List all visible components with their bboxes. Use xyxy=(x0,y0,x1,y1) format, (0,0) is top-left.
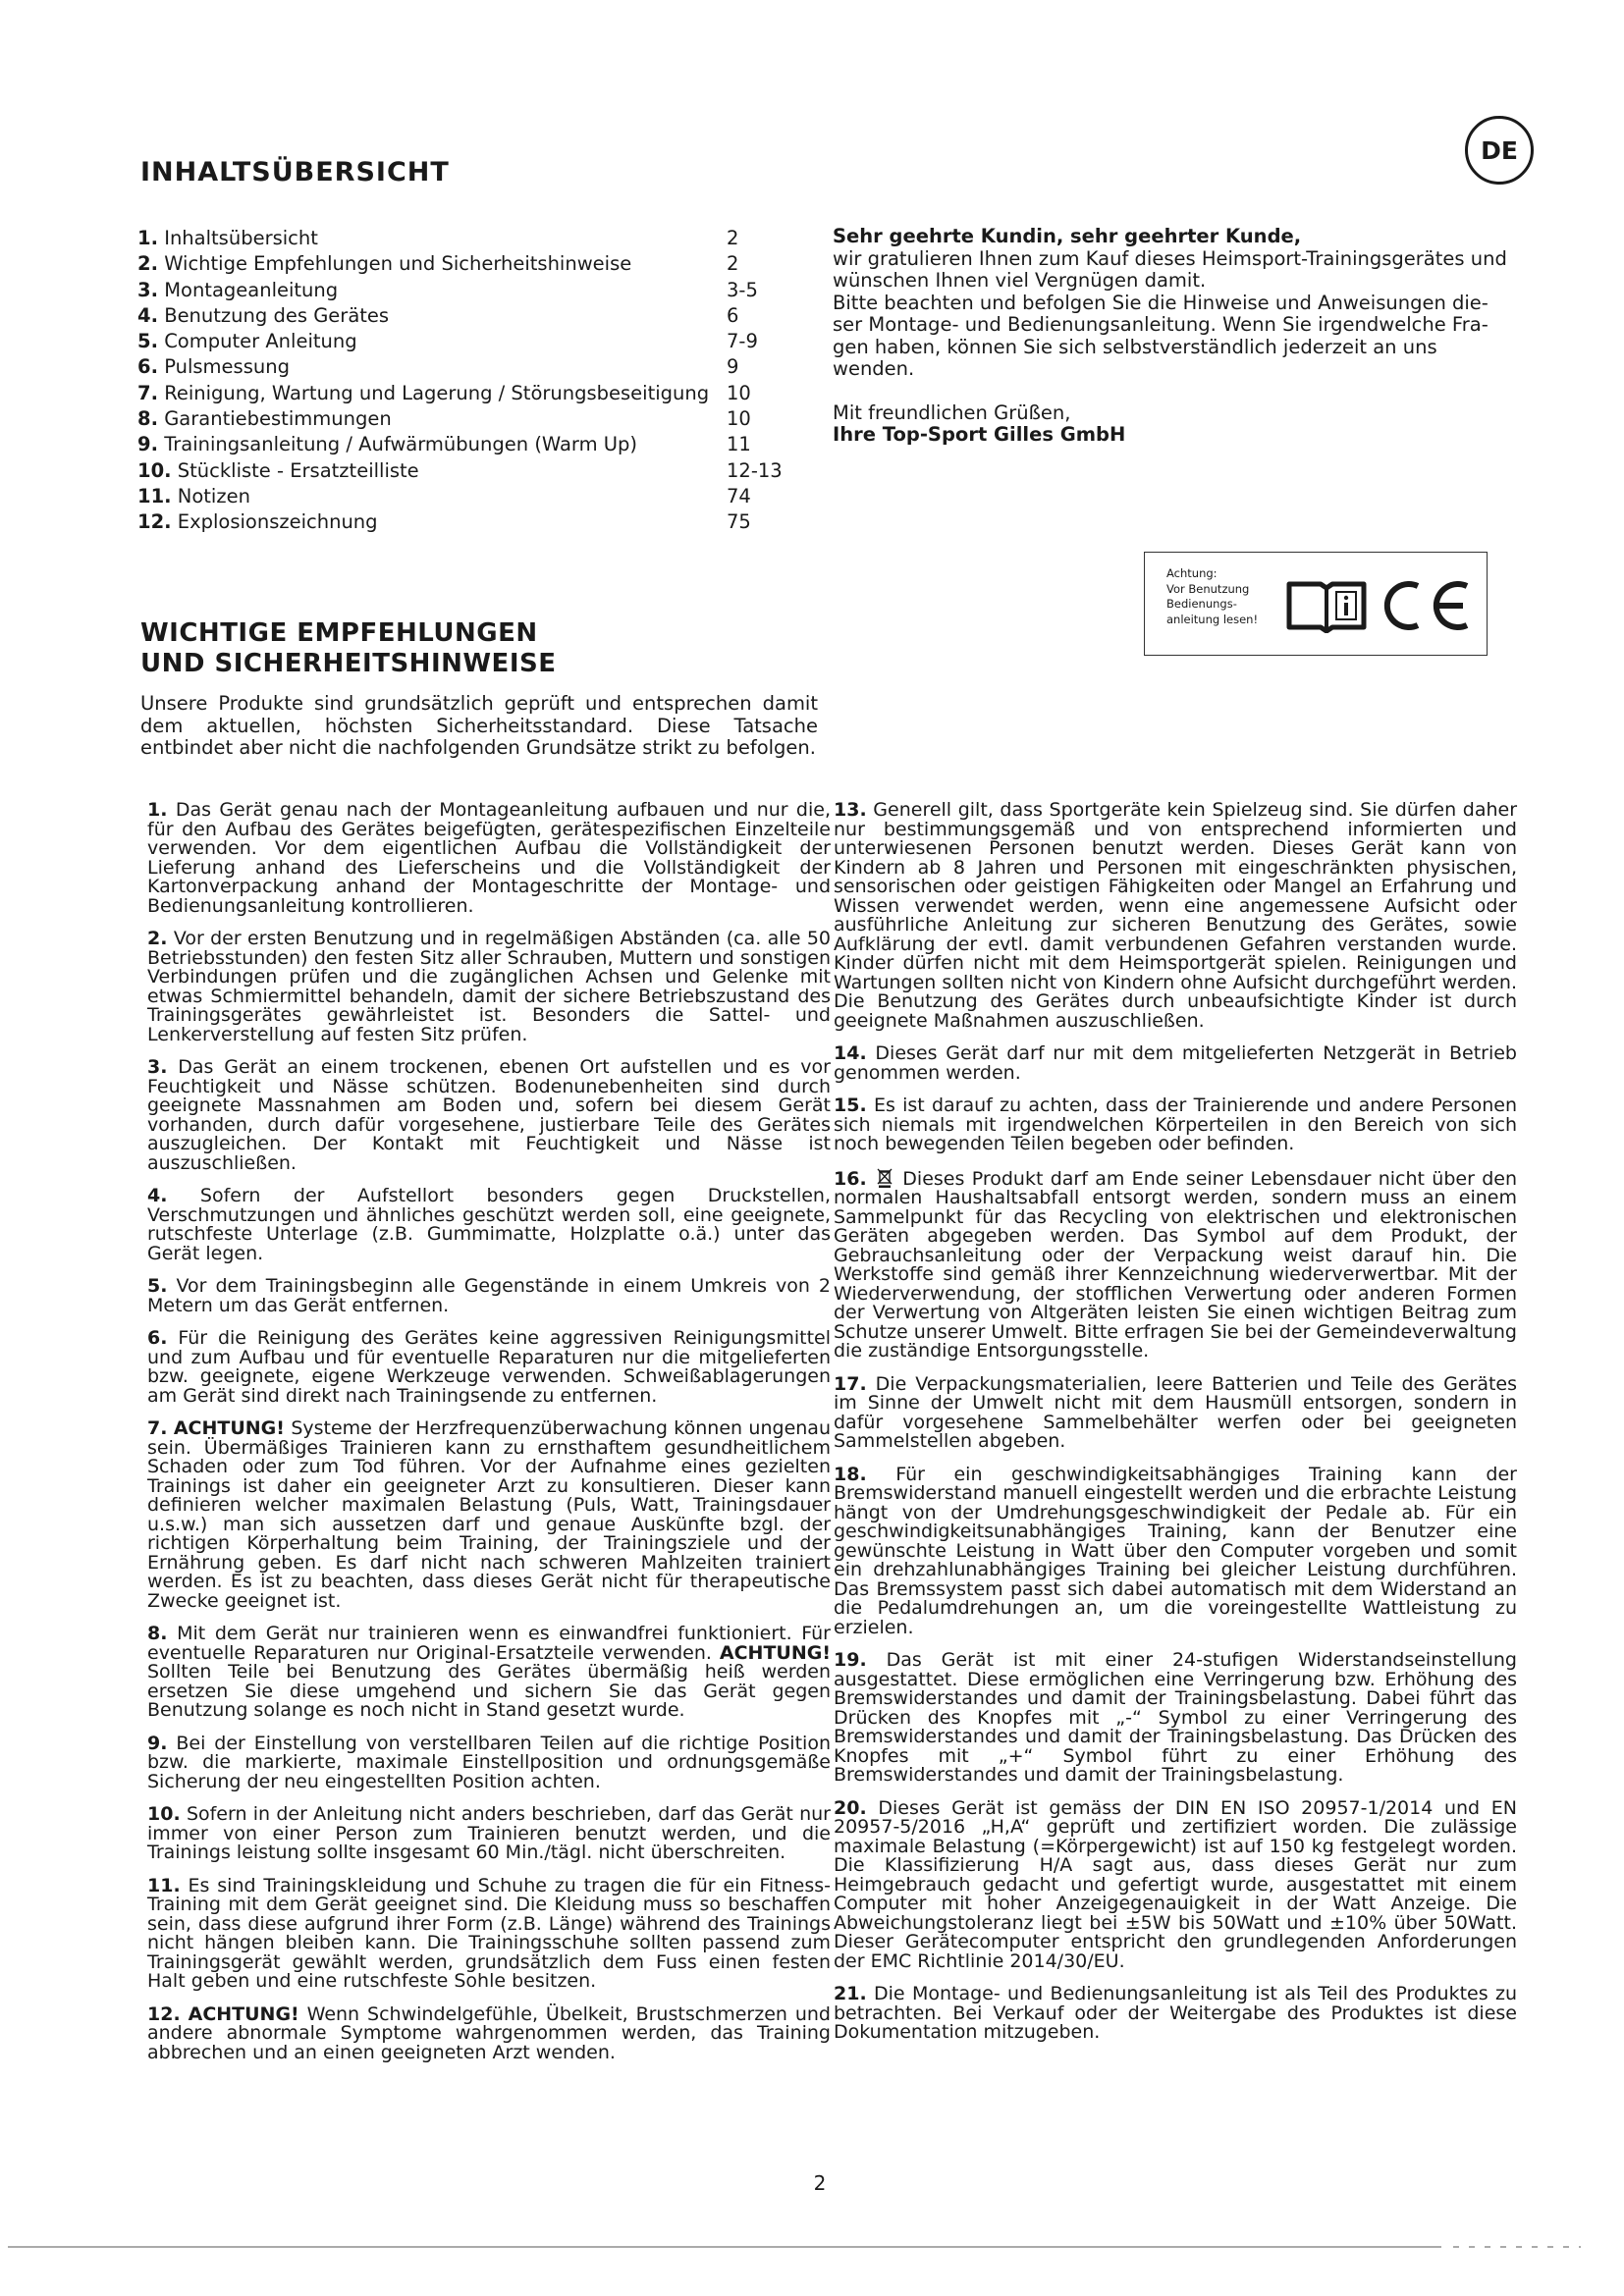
safety-section-title xyxy=(140,618,556,679)
safety-item-number: 7. xyxy=(147,1417,168,1439)
toc-entry-label: Reinigung, Wartung und Lagerung / Störungsbeseitigung xyxy=(164,381,710,404)
toc-entry-page: 6 xyxy=(727,303,739,327)
safety-item-number: 14. xyxy=(834,1042,867,1064)
safety-item xyxy=(834,1463,1517,1638)
safety-item-number: 1. xyxy=(147,799,168,821)
toc-entry-number: 1. xyxy=(137,227,158,249)
toc-entry-number: 6. xyxy=(137,355,158,379)
toc-entry xyxy=(137,432,785,457)
safety-item xyxy=(834,1651,1517,1786)
warning-line: Achtung: xyxy=(1166,566,1218,580)
safety-item xyxy=(834,1985,1517,2043)
safety-item-number: 16. xyxy=(834,1167,867,1190)
greeting-line: gen haben, können Sie sich selbstverständlich jederzeit an uns wenden. xyxy=(833,335,1437,380)
toc-entry xyxy=(137,458,785,484)
safety-item xyxy=(834,1796,1517,1972)
greeting-line: Bitte beachten und befolgen Sie die Hinweise und Anweisungen die- xyxy=(833,291,1489,314)
toc-entry-label: Stückliste - Ersatzteilliste xyxy=(177,458,419,482)
toc-entry-page: 2 xyxy=(727,227,739,249)
safety-item-number: 12. xyxy=(147,2002,181,2025)
safety-title-line: WICHTIGE EMPFEHLUNGEN xyxy=(140,618,538,648)
toc-entry xyxy=(137,354,785,380)
toc-entry-page: 7-9 xyxy=(727,330,758,353)
safety-item xyxy=(147,1058,831,1173)
safety-item-number: 10. xyxy=(147,1803,181,1825)
toc-entry-label: Inhaltsübersicht xyxy=(164,227,318,249)
safety-item-text: Mit dem Gerät nur trainieren wenn es einwandfrei funktioniert. Für eventuelle Reparaturen nur Original-Ersatzteile verwenden. xyxy=(147,1623,831,1664)
safety-item-text: Systeme der Herzfrequenzüberwachung können ungenau sein. Übermäßiges Trainieren kann zu ernsthaftem gesundheitlichem Schaden oder zum Tod führen. Vor der Aufnahme eines gezielten Trainings ist daher ein geeigneter Arzt zu konsultieren. Dieser kann definieren welcher maximalen Belastung (Puls, Watt, Trainingsdauer u.s.w.) man sich aussetzen darf und genaue Auskünfte bzgl. der richtigen Körperhaltung beim Training, der Trainingsziele und der Ernährung geben. Es darf nicht nach schweren Mahlzeiten trainiert werden. Es ist zu beachten, dass dieses Gerät nicht für therapeutische Zwecke geeignet ist. xyxy=(147,1417,831,1612)
toc-entry-number: 9. xyxy=(137,433,158,456)
toc-entry-page: 3-5 xyxy=(727,278,758,301)
safety-item-number: 19. xyxy=(834,1649,867,1671)
toc-entry-label: Wichtige Empfehlungen und Sicherheitshinweise xyxy=(164,252,632,276)
safety-item xyxy=(834,1168,1517,1362)
safety-item-number: 15. xyxy=(834,1095,867,1116)
safety-item-text: Vor dem Trainingsbeginn alle Gegenstände in einem Umkreis von 2 Metern um das Gerät entfernen. xyxy=(147,1275,832,1316)
toc-entry-label: Explosionszeichnung xyxy=(177,510,378,534)
safety-item-warning: ACHTUNG! xyxy=(173,1417,285,1439)
safety-item-number: 17. xyxy=(834,1372,867,1395)
safety-item-number: 21. xyxy=(834,1983,867,2004)
greeting-signature: Ihre Top-Sport Gilles GmbH xyxy=(833,423,1126,446)
read-manual-warning-box xyxy=(1144,552,1488,656)
greeting-closing: Mit freundlichen Grüßen, xyxy=(833,400,1071,424)
safety-item-text: Dieses Gerät darf nur mit dem mitgelieferten Netzgerät in Betrieb genommen werden. xyxy=(834,1042,1517,1084)
safety-item xyxy=(834,801,1517,1031)
safety-item-text: Bei der Einstellung von verstellbaren Teilen auf die richtige Position bzw. die markierte, maximale Einstellposition und ordnungsgemäße Sicherung der neu eingestellten Position achten. xyxy=(147,1732,831,1792)
safety-item-number: 8. xyxy=(147,1623,168,1644)
toc-entry xyxy=(137,509,785,535)
toc-entry-label: Notizen xyxy=(177,484,250,507)
toc-entry-page: 2 xyxy=(727,252,739,276)
safety-item-text: Sofern in der Anleitung nicht anders beschrieben, darf das Gerät nur immer von einer Person zum Trainieren benutzt werden, und die Trainings leistung sollte insgesamt 60 Min./tägl. nicht überschreiten. xyxy=(147,1803,831,1863)
footer-dashes xyxy=(1453,2246,1581,2248)
language-badge: DE xyxy=(1465,116,1534,185)
safety-item-text: Das Gerät genau nach der Montageanleitung aufbauen und nur die, für den Aufbau des Gerätes beigefügten, gerätespezifischen Einzelteile verwenden. Vor dem eigentlichen Aufbau die Vollständigkeit der Lieferung anhand des Lieferscheins und die Vollständigkeit der Kartonverpackung anhand der Montageschritte der Montage- und Bedienungsanleitung kontrollieren. xyxy=(147,799,831,917)
safety-item-text: Wenn Schwindelgefühle, Übelkeit, Brustschmerzen und andere abnormale Symptome wahrgenommen werden, das Training abbrechen und an einen geeigneten Arzt wenden. xyxy=(147,2002,831,2063)
manual-book-icon xyxy=(1285,576,1368,633)
greeting-line: wir gratulieren Ihnen zum Kauf dieses Heimsport-Trainingsgerätes und xyxy=(833,246,1507,270)
safety-item-text: Dieses Produkt darf am Ende seiner Lebensdauer nicht über den normalen Haushaltsabfall entsorgt werden, sondern muss an einem Sammelpunkt für das Recycling von elektrischen und elektronischen Geräten abgegeben werden. Das Symbol auf dem Produkt, der Gebrauchsanleitung oder der Verpackung weist darauf hin. Die Werkstoffe sind gemäß ihrer Kennzeichnung wiederverwertbar. Mit der Wiederverwendung, der stofflichen Verwertung oder anderen Formen der Verwertung von Altgeräten leisten Sie einen wichtigen Beitrag zum Schutze unserer Umwelt. Bitte erfragen Sie bei der Gemeindeverwaltung die zuständige Entsorgungsstelle. xyxy=(834,1167,1517,1362)
safety-item xyxy=(147,930,831,1044)
safety-item xyxy=(147,1732,831,1792)
toc-entry-label: Computer Anleitung xyxy=(164,330,357,353)
safety-item-number: 20. xyxy=(834,1796,867,1819)
toc-entry-number: 10. xyxy=(137,458,172,482)
safety-item xyxy=(147,1187,831,1263)
safety-item-text: Es sind Trainingskleidung und Schuhe zu tragen die für ein Fitness-Training mit dem Gerät geeignet sind. Die Kleidung muss so beschaffen sein, dass diese aufgrund ihrer Form (z.B. Länge) während des Trainings nicht hängen bleiben kann. Die Trainingsschuhe sollten passend zum Trainingsgerät gewählt werden, grundsätzlich dem Fuss einen festen Halt geben und eine rutschfeste Sohle besitzen. xyxy=(147,1874,831,1992)
safety-item-text: Sofern der Aufstellort besonders gegen Druckstellen, Verschmutzungen und ähnliches geschützt werden soll, eine geeignete, rutschfeste Unterlage (z.B. Gummimatte, Holzplatte o.ä.) unter das Gerät legen. xyxy=(147,1185,832,1264)
safety-item-text: Vor der ersten Benutzung und in regelmäßigen Abständen (ca. alle 50 Betriebsstunden) den festen Sitz aller Schrauben, Muttern und sonstigen Verbindungen prüfen und die zugänglichen Achsen und Gelenke mit etwas Schmiermittel behandeln, damit der sichere Betriebszustand des Trainingsgerätes gewährleistet ist. Besonders die Sattel- und Lenkerverstellung auf festen Sitz prüfen. xyxy=(147,928,831,1045)
page-number: 2 xyxy=(813,2171,827,2195)
safety-item-number: 13. xyxy=(834,799,867,821)
safety-item xyxy=(147,1277,831,1315)
warning-line: Vor Benutzung xyxy=(1166,581,1250,596)
toc-entry-label: Pulsmessung xyxy=(164,355,290,379)
safety-item xyxy=(147,1805,831,1863)
warning-text xyxy=(1166,566,1274,627)
toc-entry-page: 10 xyxy=(727,407,751,431)
safety-item xyxy=(834,1044,1517,1083)
toc-entry xyxy=(137,329,785,354)
safety-item-number: 3. xyxy=(147,1056,168,1078)
safety-item-number: 2. xyxy=(147,928,168,949)
safety-item-number: 18. xyxy=(834,1463,867,1485)
safety-title-line: UND SICHERHEITSHINWEISE xyxy=(140,649,557,678)
toc-entry-number: 2. xyxy=(137,252,158,276)
toc-entry xyxy=(137,251,785,277)
greeting-salutation: Sehr geehrte Kundin, sehr geehrter Kunde, xyxy=(833,225,1302,247)
safety-item xyxy=(147,1874,831,1992)
toc-entry-number: 12. xyxy=(137,510,172,534)
toc-entry xyxy=(137,278,785,303)
safety-item xyxy=(834,1096,1517,1154)
safety-item-text: Für ein geschwindigkeitsabhängiges Training kann der Bremswiderstand manuell eingestellt werden und die erbrachte Leistung hängt von der Umdrehungsgeschwindigkeit der Pedale ab. Für ein geschwindigkeitsunabhängiges Training, kann der Benutzer eine gewünschte Leistung in Watt über den Computer vorgeben und somit ein drehzahlunabhängiges Training bei gleicher Leistung durchführen. Das Bremssystem passt sich dabei automatisch mit dem Widerstand an die Pedalumdrehungen an, um die voreingestellte Wattleistung zu erzielen. xyxy=(834,1463,1517,1638)
safety-item-text: Generell gilt, dass Sportgeräte kein Spielzeug sind. Sie dürfen daher nur bestimmungsgemäß und von entsprechend informierten und unterwiesenen Personen benutzt werden. Dieses Gerät kann von Kindern ab 8 Jahren und Personen mit eingeschränkten physischen, sensorischen oder geistigen Fähigkeiten oder Mangel an Erfahrung und Wissen verwendet werden, wenn eine angemessene Aufsicht oder ausführliche Anleitung zur sicheren Benutzung des Gerätes, sowie Aufklärung der evtl. damit verbundenen Gefahren verstanden wurde. Kinder dürfen nicht mit dem Heimsportgerät spielen. Reinigungen und Wartungen sollten nicht von Kindern ohne Aufsicht durchgeführt werden. Die Benutzung des Gerätes durch unbeaufsichtigte Kinder ist durch geeignete Maßnahmen auszuschließen. xyxy=(834,799,1517,1032)
safety-item-text: Für die Reinigung des Gerätes keine aggressiven Reinigungsmittel und zum Aufbau und für eventuelle Reparaturen nur die mitgelieferten bzw. geeignete, eigene Werkzeuge verwenden. Schweißablagerungen am Gerät sind direkt nach Trainingsende zu entfernen. xyxy=(147,1327,831,1407)
safety-item-number: 4. xyxy=(147,1185,168,1206)
toc-entry xyxy=(137,303,785,329)
toc-entry-number: 7. xyxy=(137,381,158,404)
toc-entry-number: 11. xyxy=(137,484,172,507)
table-of-contents xyxy=(137,226,785,536)
toc-entry-page: 9 xyxy=(727,355,739,379)
safety-item-text: Das Gerät an einem trockenen, ebenen Ort aufstellen und es vor Feuchtigkeit und Nässe schützen. Bodenunebenheiten sind durch geeignete Massnahmen am Boden und, sofern bei diesem Gerät vorhanden, durch dafür vorgesehene, justierbare Teile des Gerätes auszugleichen. Der Kontakt mit Feuchtigkeit und Nässe ist auszuschließen. xyxy=(147,1056,831,1174)
toc-entry-number: 3. xyxy=(137,278,158,301)
safety-item xyxy=(147,1625,831,1721)
toc-entry-number: 4. xyxy=(137,303,158,327)
safety-item-number: 6. xyxy=(147,1327,168,1349)
toc-entry-number: 8. xyxy=(137,407,158,431)
toc-entry xyxy=(137,226,785,251)
ce-mark-icon xyxy=(1379,578,1473,633)
safety-item-text: Das Gerät ist mit einer 24-stufigen Widerstandseinstellung ausgestattet. Diese ermöglichen eine Verringerung bzw. Erhöhung des Bremswiderstandes und damit der Trainingsbelastung. Dabei führt das Drücken des Knopfes mit „-“ Symbol zu einer Verringerung des Bremswiderstandes und damit der Trainingsbelastung. Das Drücken des Knopfes mit „+“ Symbol führt zu einer Erhöhung des Bremswiderstandes und damit der Trainingsbelastung. xyxy=(834,1649,1517,1786)
crossed-bin-icon xyxy=(877,1168,893,1188)
safety-item xyxy=(147,1419,831,1611)
toc-entry-page: 75 xyxy=(727,510,751,534)
safety-item-text: Es ist darauf zu achten, dass der Trainierende und andere Personen sich niemals mit irgendwelchen Körperteilen in den Bereich von sich noch bewegenden Teilen begeben oder befinden. xyxy=(834,1095,1518,1154)
safety-item-text: Die Montage- und Bedienungsanleitung ist als Teil des Produktes zu betrachten. Bei Verkauf oder der Weitergabe des Produktes ist diese Dokumentation mitzugeben. xyxy=(834,1983,1517,2043)
safety-column-right xyxy=(834,801,1517,2056)
toc-entry-label: Montageanleitung xyxy=(164,278,339,301)
safety-item-warning: ACHTUNG! xyxy=(188,2002,299,2025)
safety-item-text: Sollten Teile bei Benutzung des Gerätes übermäßig heiß werden ersetzen Sie diese umgehend und sichern Sie das Gerät gegen Benutzung solange es noch nicht in Stand gesetzt wurde. xyxy=(147,1661,831,1721)
toc-entry-number: 5. xyxy=(137,330,158,353)
toc-entry-page: 11 xyxy=(727,433,751,456)
safety-item xyxy=(147,801,831,916)
greeting-line: ser Montage- und Bedienungsanleitung. Wenn Sie irgendwelche Fra- xyxy=(833,313,1489,336)
safety-item xyxy=(834,1372,1517,1452)
safety-item xyxy=(147,1329,831,1406)
toc-entry-label: Benutzung des Gerätes xyxy=(164,303,390,327)
safety-item-number: 11. xyxy=(147,1874,181,1896)
safety-intro: Unsere Produkte sind grundsätzlich geprüft und entsprechen damit dem aktuellen, höchsten Sicherheitsstandard. Diese Tatsache entbindet aber nicht die nachfolgenden Grundsätze strikt zu befolgen. xyxy=(140,692,818,759)
warning-line: Bedienungs- xyxy=(1166,597,1237,611)
toc-entry-page: 74 xyxy=(727,484,751,507)
toc-entry-page: 10 xyxy=(727,381,751,404)
greeting-line: wünschen Ihnen viel Vergnügen damit. xyxy=(833,269,1207,292)
safety-item-number: 9. xyxy=(147,1732,168,1754)
toc-entry xyxy=(137,381,785,406)
toc-entry xyxy=(137,484,785,509)
safety-item-number: 5. xyxy=(147,1275,168,1297)
safety-item xyxy=(147,2002,831,2063)
greeting-block xyxy=(833,226,1520,447)
toc-title: INHALTSÜBERSICHT xyxy=(140,157,450,187)
toc-entry-page: 12-13 xyxy=(727,458,783,482)
safety-column-left xyxy=(147,801,831,2076)
safety-item-warning: ACHTUNG! xyxy=(719,1641,831,1664)
toc-entry xyxy=(137,406,785,432)
safety-item-text: Die Verpackungsmaterialien, leere Batterien und Teile des Gerätes im Sinne der Umwelt nicht mit dem Hausmüll entsorgen, sondern in dafür vorgesehene Sammelbehälter werfen oder bei geeigneten Sammelstellen abgeben. xyxy=(834,1372,1517,1452)
safety-item-text: Dieses Gerät ist gemäss der DIN EN ISO 20957-1/2014 und EN 20957-5/2016 „H,A“ geprüft und zertifiziert worden. Die zulässige maximale Belastung (=Körpergewicht) ist auf 150 kg festgelegt worden. Die Klassifizierung H/A sagt aus, dass dieses Gerät nur zum Heimgebrauch gedacht und gefertigt wurde, ausgestattet mit einem Computer mit hoher Anzeigegenauigkeit in der Watt Anzeige. Die Abweichungstoleranz liegt bei ±5W bis 50Watt und ±10% über 50Watt. Dieser Gerätecomputer entspricht den grundlegenden Anforderungen der EMC Richtlinie 2014/30/EU. xyxy=(834,1796,1517,1972)
warning-line: anleitung lesen! xyxy=(1166,612,1259,626)
toc-entry-label: Trainingsanleitung / Aufwärmübungen (Warm Up) xyxy=(164,433,638,456)
footer-rule xyxy=(8,2246,1441,2248)
toc-entry-label: Garantiebestimmungen xyxy=(164,407,392,431)
